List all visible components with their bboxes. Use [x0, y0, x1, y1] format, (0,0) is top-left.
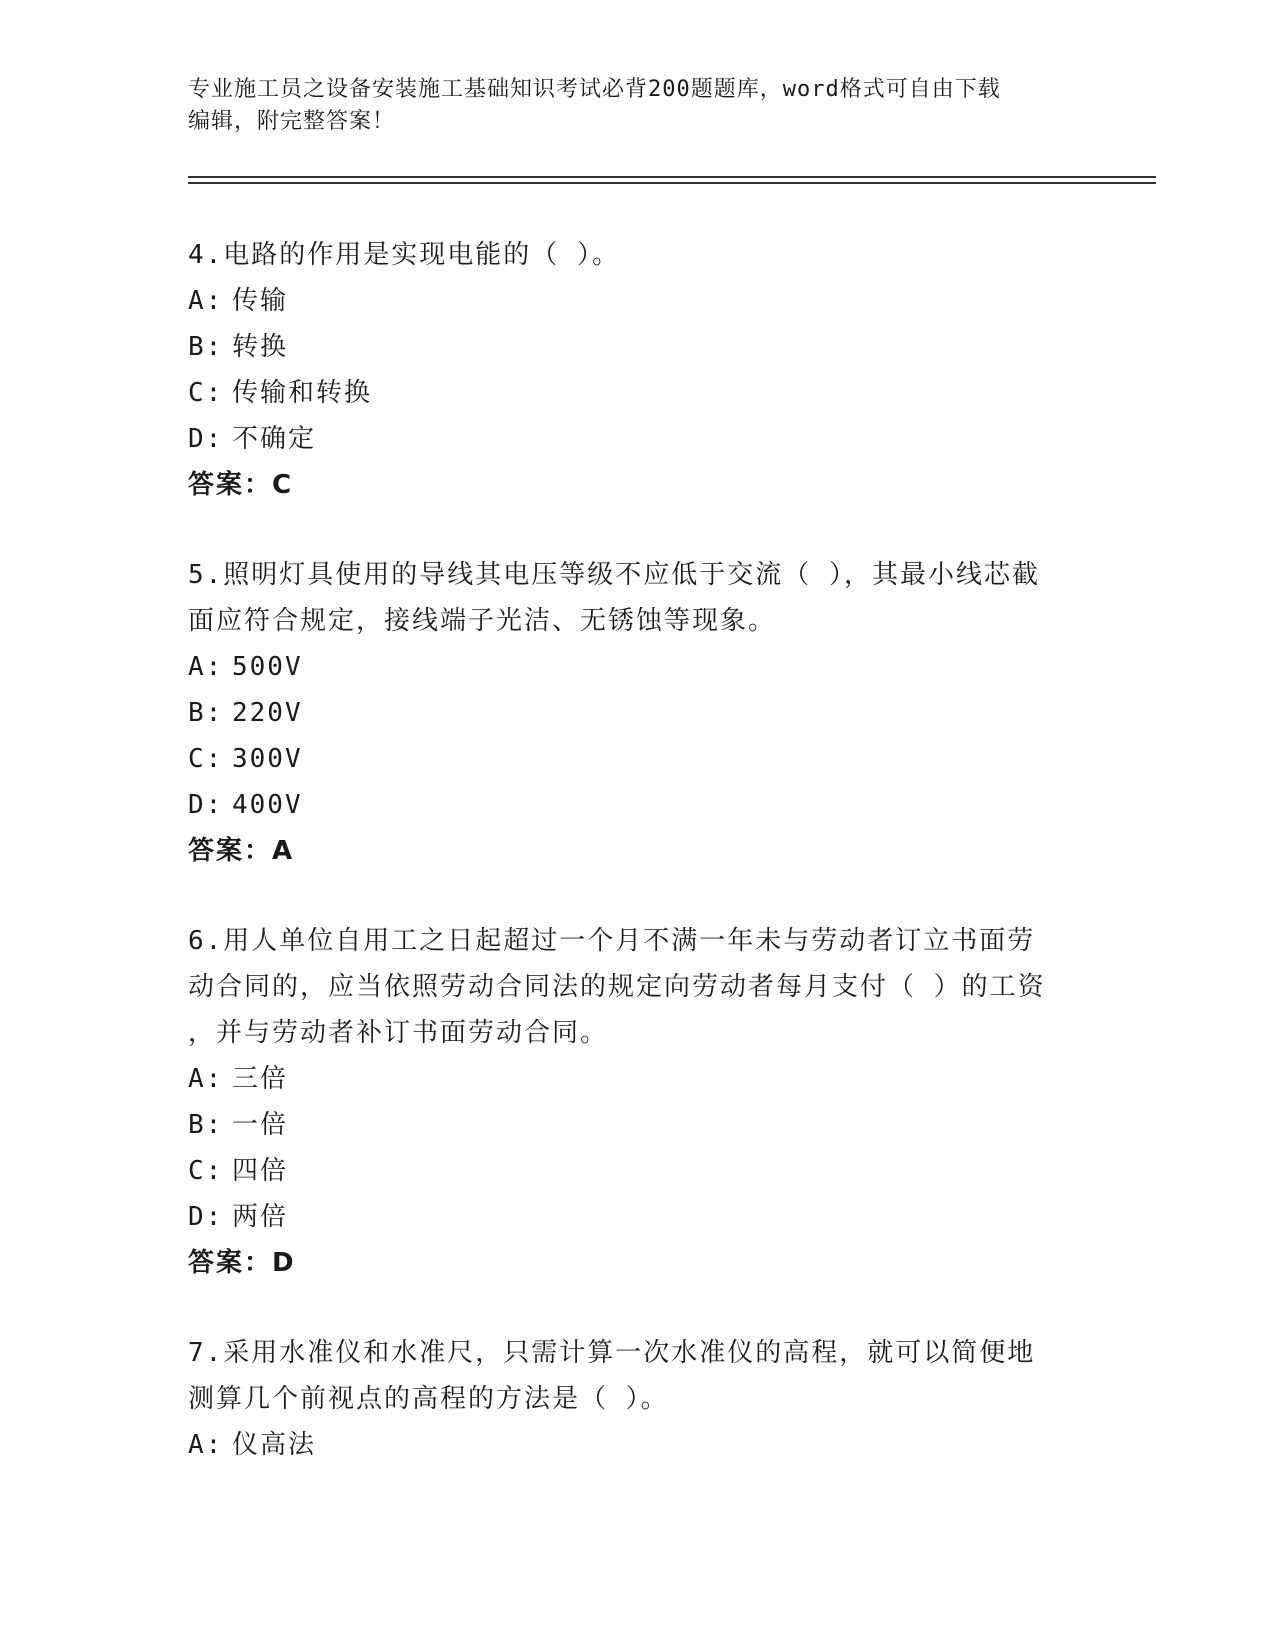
- question-text-line: 面应符合规定，接线端子光洁、无锈蚀等现象。: [188, 606, 777, 636]
- option-letter: D:: [188, 424, 224, 454]
- option-b: [188, 324, 1088, 370]
- option-letter: A:: [188, 286, 224, 316]
- option-a: [188, 1422, 1088, 1468]
- option-d: [188, 782, 1088, 828]
- question-text-line: 测算几个前视点的高程的方法是（ ）。: [188, 1384, 669, 1414]
- option-a: [188, 644, 1088, 690]
- option-letter: B:: [188, 1110, 224, 1140]
- header-line-1: 专业施工员之设备安装施工基础知识考试必背200题题库，word格式可自由下载: [188, 77, 1001, 102]
- option-a: [188, 278, 1088, 324]
- option-letter: D:: [188, 1202, 224, 1232]
- option-letter: B:: [188, 332, 224, 362]
- answer-line: 答案：A: [188, 836, 295, 866]
- option-text: 传输和转换: [232, 378, 373, 408]
- option-text: 400V: [232, 790, 303, 820]
- option-text: 三倍: [232, 1064, 289, 1094]
- document-header: [188, 74, 1088, 138]
- option-c: [188, 370, 1088, 416]
- option-text: 220V: [232, 698, 303, 728]
- option-letter: A:: [188, 1430, 224, 1460]
- question-text-line: 4.电路的作用是实现电能的（ ）。: [188, 240, 620, 270]
- option-letter: C:: [188, 378, 224, 408]
- answer-line: 答案：D: [188, 1248, 296, 1278]
- question-text-line: 5.照明灯具使用的导线其电压等级不应低于交流（ ），其最小线芯截: [188, 560, 1040, 590]
- question-list: [188, 232, 1088, 1512]
- option-d: [188, 1194, 1088, 1240]
- question-4: [188, 232, 1088, 508]
- option-c: [188, 736, 1088, 782]
- question-text-line: 动合同的，应当依照劳动合同法的规定向劳动者每月支付（ ）的工资: [188, 972, 1046, 1002]
- option-b: [188, 690, 1088, 736]
- option-text: 两倍: [232, 1202, 289, 1232]
- option-d: [188, 416, 1088, 462]
- header-line-2: 编辑，附完整答案！: [188, 109, 396, 134]
- option-b: [188, 1102, 1088, 1148]
- question-6: [188, 918, 1088, 1286]
- option-letter: C:: [188, 744, 224, 774]
- question-text-line: 7.采用水准仪和水准尺，只需计算一次水准仪的高程，就可以简便地: [188, 1338, 1036, 1368]
- option-letter: B:: [188, 698, 224, 728]
- option-text: 四倍: [232, 1156, 289, 1186]
- option-text: 500V: [232, 652, 303, 682]
- option-letter: C:: [188, 1156, 224, 1186]
- option-letter: A:: [188, 1064, 224, 1094]
- question-text-line: ，并与劳动者补订书面劳动合同。: [188, 1018, 609, 1048]
- option-letter: D:: [188, 790, 224, 820]
- option-text: 转换: [232, 332, 289, 362]
- option-c: [188, 1148, 1088, 1194]
- option-letter: A:: [188, 652, 224, 682]
- option-text: 仪高法: [232, 1430, 317, 1460]
- option-text: 不确定: [232, 424, 317, 454]
- header-divider-top: [188, 176, 1156, 178]
- question-text-line: 6.用人单位自用工之日起超过一个月不满一年未与劳动者订立书面劳: [188, 926, 1036, 956]
- option-text: 300V: [232, 744, 303, 774]
- header-divider-bottom: [188, 182, 1156, 184]
- option-a: [188, 1056, 1088, 1102]
- question-5: [188, 552, 1088, 874]
- option-text: 传输: [232, 286, 289, 316]
- question-7: [188, 1330, 1088, 1468]
- option-text: 一倍: [232, 1110, 289, 1140]
- answer-line: 答案：C: [188, 470, 294, 500]
